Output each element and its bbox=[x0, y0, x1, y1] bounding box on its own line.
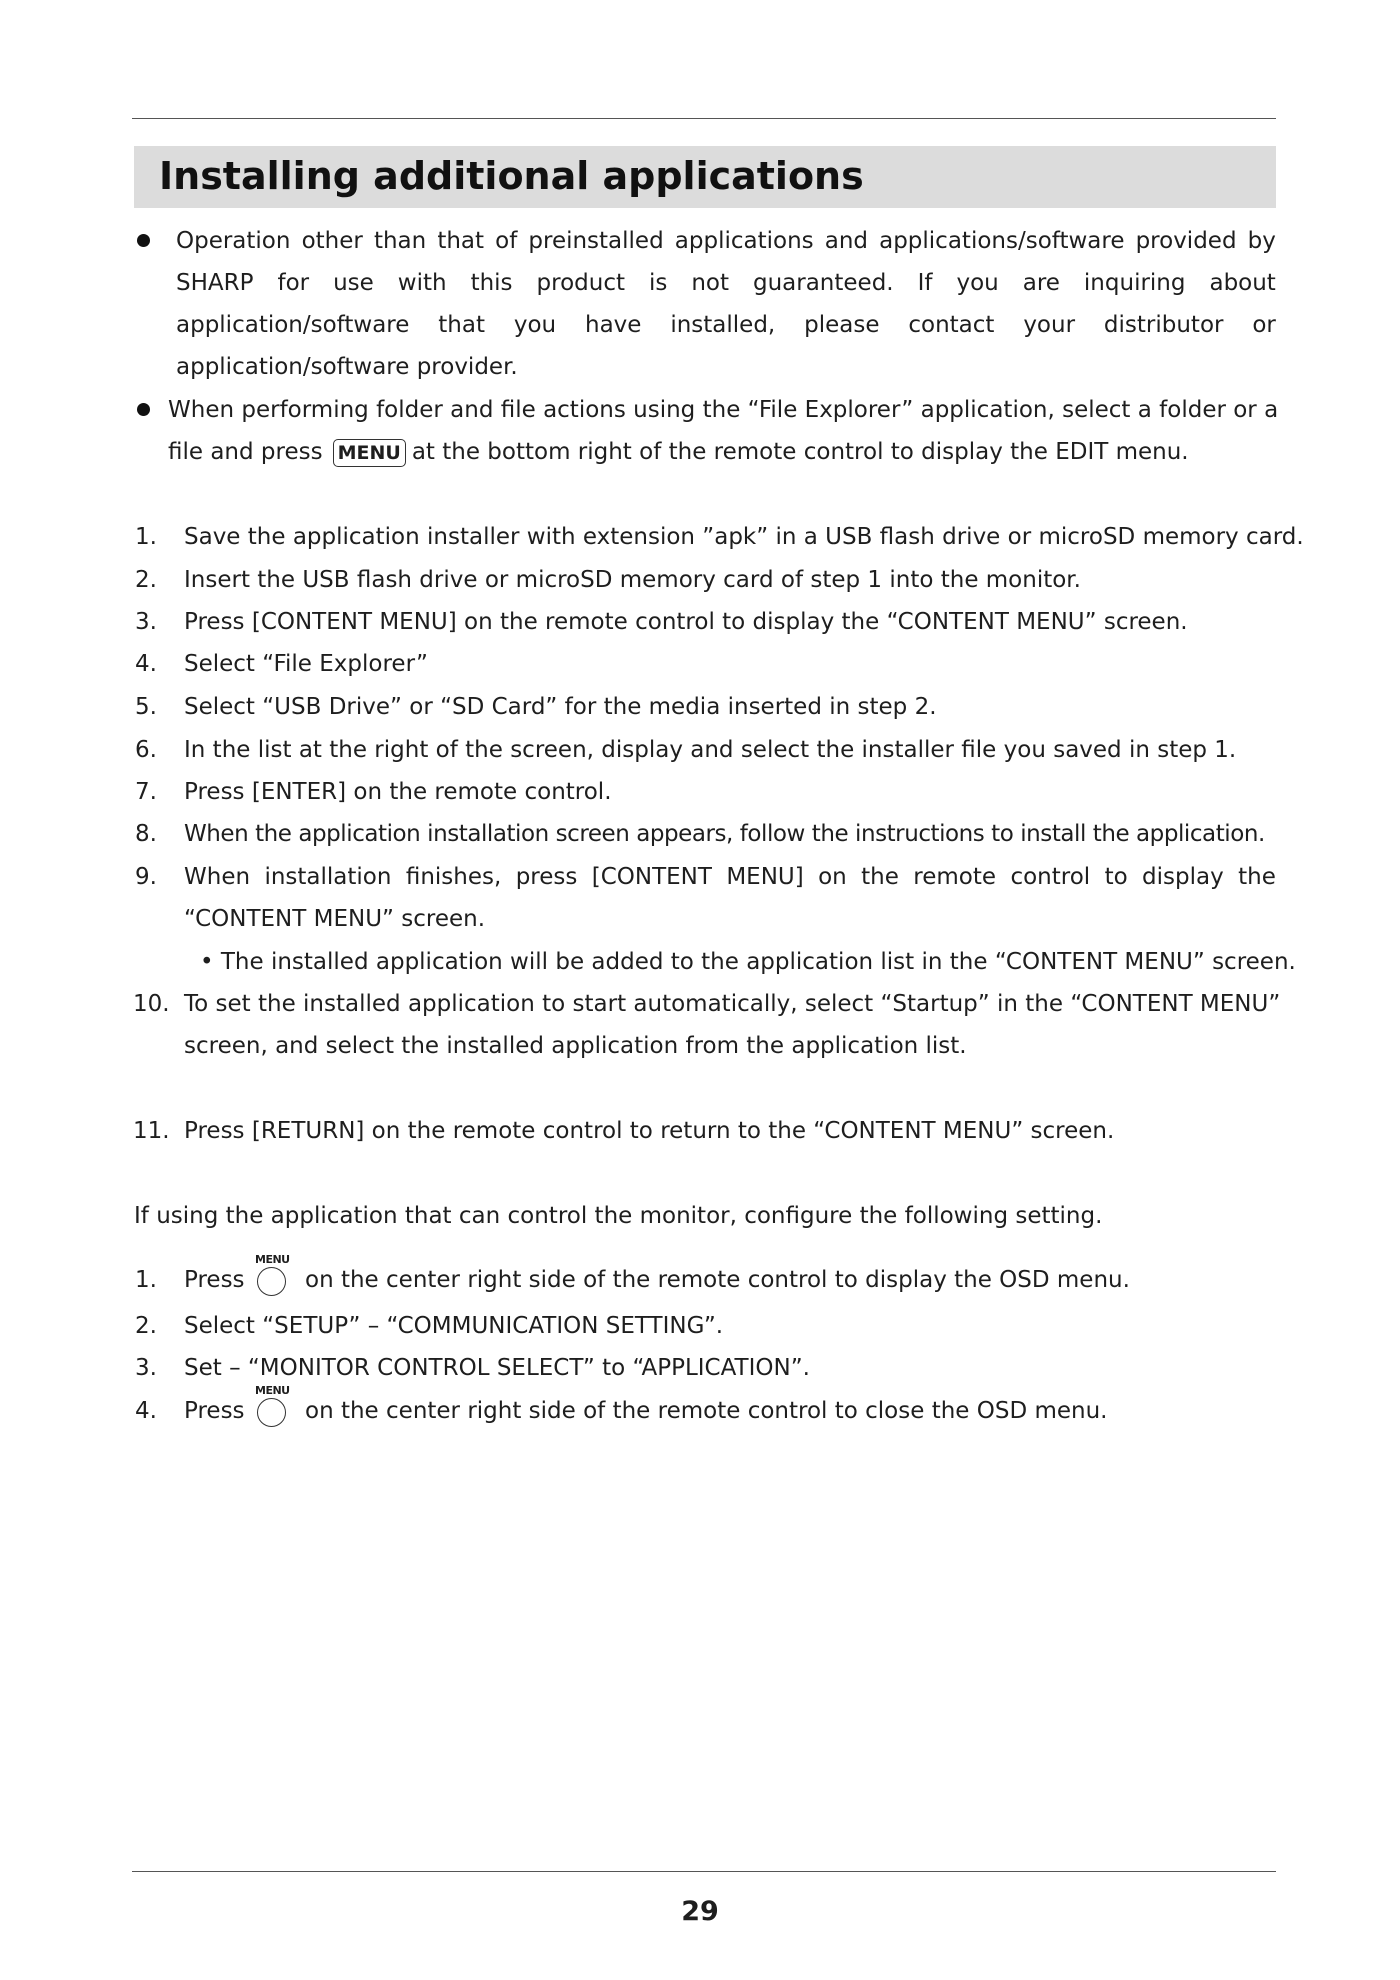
word: for bbox=[277, 270, 310, 296]
word: you bbox=[513, 312, 557, 338]
word: or bbox=[1252, 312, 1276, 338]
word: control bbox=[1010, 864, 1091, 890]
word: installed, bbox=[670, 312, 776, 338]
word: product bbox=[536, 270, 625, 296]
word: you bbox=[956, 270, 999, 296]
step-text-after: on the center right side of the remote control to display the OSD menu. bbox=[305, 1267, 1130, 1293]
menu-key-icon: MENU bbox=[333, 439, 406, 467]
step-text: When the application installation screen appears, follow the instructions to install the application. bbox=[184, 821, 1265, 847]
step-number: 1. bbox=[135, 524, 157, 550]
step-number: 8. bbox=[135, 821, 157, 847]
word: Operation bbox=[176, 228, 291, 254]
menu-button-label: MENU bbox=[255, 1384, 290, 1397]
step-number: 9. bbox=[135, 864, 157, 890]
word: press bbox=[515, 864, 578, 890]
step-number: 10. bbox=[133, 991, 170, 1017]
page-title: Installing additional applications bbox=[159, 154, 864, 198]
word: of bbox=[495, 228, 518, 254]
step-text: Save the application installer with extension ”apk” in a USB flash drive or microSD memory card. bbox=[184, 524, 1304, 550]
word: If bbox=[917, 270, 933, 296]
word: on bbox=[818, 864, 847, 890]
word: that bbox=[437, 228, 485, 254]
word: please bbox=[804, 312, 880, 338]
step-text-line1 bbox=[184, 863, 1276, 891]
note2-after: at the bottom right of the remote control to display the EDIT menu. bbox=[411, 439, 1189, 465]
word: your bbox=[1023, 312, 1076, 338]
step-number: 11. bbox=[133, 1118, 170, 1144]
word: this bbox=[470, 270, 513, 296]
note1-line4: application/software provider. bbox=[176, 354, 518, 380]
bullet-dot bbox=[137, 234, 150, 247]
page-number: 29 bbox=[681, 1896, 719, 1927]
word: preinstalled bbox=[528, 228, 664, 254]
word: installation bbox=[264, 864, 392, 890]
bullet-dot bbox=[137, 403, 150, 416]
step-number: 3. bbox=[135, 1355, 157, 1381]
step-text-before: Press bbox=[184, 1267, 245, 1293]
word: applications/software bbox=[879, 228, 1125, 254]
intro-paragraph: If using the application that can control the monitor, configure the following setting. bbox=[134, 1203, 1103, 1229]
step-text: Press [ENTER] on the remote control. bbox=[184, 779, 612, 805]
word: provided bbox=[1135, 228, 1237, 254]
word: are bbox=[1022, 270, 1060, 296]
title-bar bbox=[134, 146, 1276, 208]
step-text: Insert the USB flash drive or microSD memory card of step 1 into the monitor. bbox=[184, 567, 1081, 593]
step-text: Select “File Explorer” bbox=[184, 651, 428, 677]
word: that bbox=[438, 312, 485, 338]
word: finishes, bbox=[405, 864, 502, 890]
word: contact bbox=[908, 312, 995, 338]
top-rule bbox=[132, 118, 1276, 119]
step-text-after: on the center right side of the remote control to close the OSD menu. bbox=[305, 1398, 1108, 1424]
word: inquiring bbox=[1083, 270, 1186, 296]
word: and bbox=[824, 228, 869, 254]
word: remote bbox=[913, 864, 997, 890]
note1-line1 bbox=[176, 227, 1276, 255]
word: use bbox=[333, 270, 374, 296]
note1-line3 bbox=[176, 311, 1276, 339]
word: When bbox=[184, 864, 251, 890]
note2-before: file and press bbox=[168, 439, 323, 465]
step-text-line2: screen, and select the installed application from the application list. bbox=[184, 1033, 967, 1059]
step-number: 4. bbox=[135, 651, 157, 677]
step-number: 7. bbox=[135, 779, 157, 805]
step-text: Set – “MONITOR CONTROL SELECT” to “APPLICATION”. bbox=[184, 1355, 810, 1381]
step-text: Press [CONTENT MENU] on the remote control to display the “CONTENT MENU” screen. bbox=[184, 609, 1188, 635]
word: MENU] bbox=[726, 864, 804, 890]
step-text: Press [RETURN] on the remote control to return to the “CONTENT MENU” screen. bbox=[184, 1118, 1115, 1144]
word: not bbox=[691, 270, 729, 296]
word: guaranteed. bbox=[752, 270, 894, 296]
step-number: 5. bbox=[135, 694, 157, 720]
step-number: 2. bbox=[135, 1313, 157, 1339]
word: with bbox=[397, 270, 447, 296]
word: to bbox=[1104, 864, 1128, 890]
step-text: Select “USB Drive” or “SD Card” for the media inserted in step 2. bbox=[184, 694, 937, 720]
note2-line2 bbox=[168, 438, 1189, 467]
step-text: In the list at the right of the screen, display and select the installer file you saved in step 1. bbox=[184, 737, 1237, 763]
round-button-icon bbox=[257, 1267, 286, 1296]
word: than bbox=[373, 228, 427, 254]
menu-button-label: MENU bbox=[255, 1253, 290, 1266]
word: display bbox=[1142, 864, 1224, 890]
word: about bbox=[1209, 270, 1276, 296]
note2-line1: When performing folder and file actions using the “File Explorer” application, select a folder or a bbox=[168, 397, 1279, 423]
step-text-before: Press bbox=[184, 1398, 245, 1424]
step-number: 3. bbox=[135, 609, 157, 635]
word: the bbox=[1238, 864, 1276, 890]
word: application/software bbox=[176, 312, 410, 338]
word: [CONTENT bbox=[591, 864, 712, 890]
word: by bbox=[1247, 228, 1276, 254]
word: distributor bbox=[1103, 312, 1224, 338]
word: the bbox=[861, 864, 899, 890]
step-text: Select “SETUP” – “COMMUNICATION SETTING”. bbox=[184, 1313, 724, 1339]
step-text-line2: “CONTENT MENU” screen. bbox=[184, 906, 486, 932]
step-subnote: • The installed application will be added to the application list in the “CONTENT MENU” screen. bbox=[200, 949, 1296, 975]
note1-line2 bbox=[176, 269, 1276, 297]
word: other bbox=[301, 228, 363, 254]
step-number: 4. bbox=[135, 1398, 157, 1424]
step-number: 2. bbox=[135, 567, 157, 593]
step-number: 1. bbox=[135, 1267, 157, 1293]
word: have bbox=[585, 312, 642, 338]
bottom-rule bbox=[132, 1871, 1276, 1872]
step-text-line1: To set the installed application to start automatically, select “Startup” in the “CONTENT MENU” bbox=[184, 991, 1281, 1017]
word: is bbox=[648, 270, 668, 296]
word: SHARP bbox=[176, 270, 254, 296]
word: applications bbox=[674, 228, 814, 254]
step-number: 6. bbox=[135, 737, 157, 763]
round-button-icon bbox=[257, 1398, 286, 1427]
